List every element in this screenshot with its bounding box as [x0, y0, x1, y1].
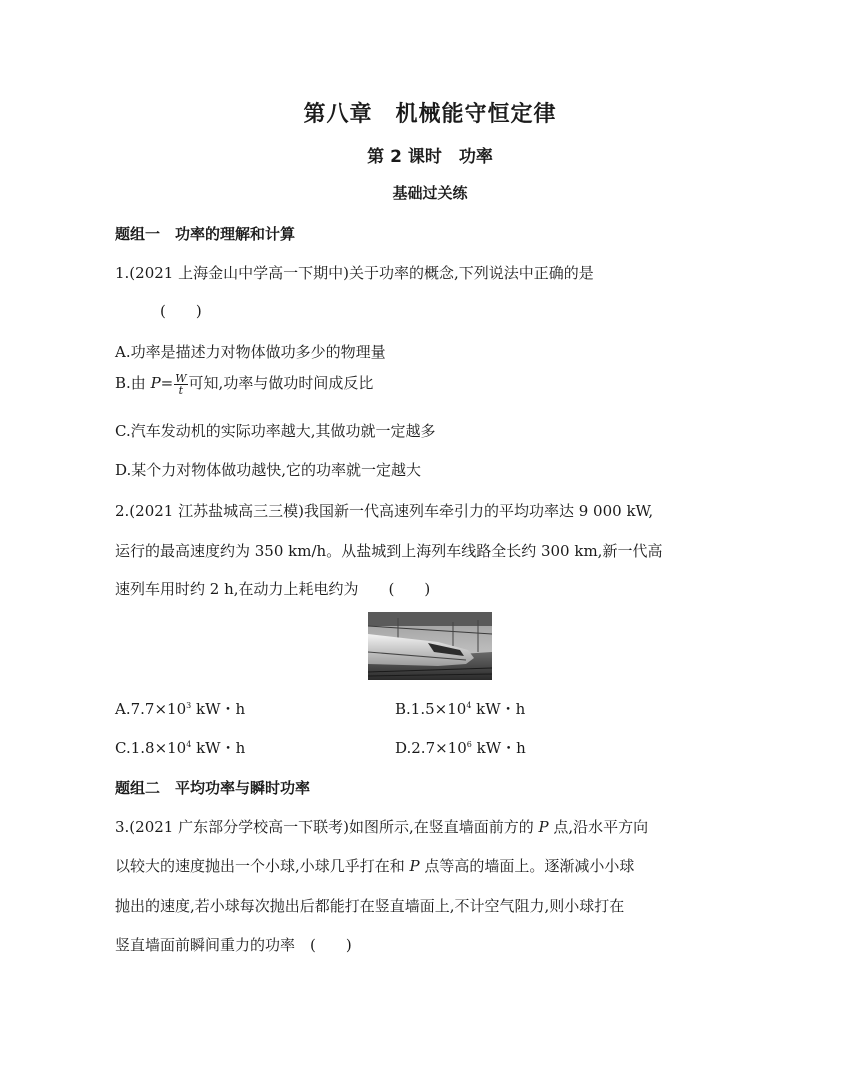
q3-line4: 竖直墙面前瞬间重力的功率 ( )	[115, 936, 352, 954]
q1-answer-paren: ( )	[160, 302, 202, 320]
q3-line2-post: 点等高的墙面上。逐渐减小小球	[419, 857, 635, 875]
q2-option-d-exponent: 6	[466, 740, 472, 749]
q2-option-d-unit: kW・h	[471, 739, 526, 757]
q1-option-b-var: P	[150, 374, 161, 392]
group1-heading: 题组一 功率的理解和计算	[115, 225, 296, 243]
group2-heading: 题组二 平均功率与瞬时功率	[115, 779, 311, 797]
section-label: 基础过关练	[392, 184, 468, 202]
q1-stem: 1.(2021 上海金山中学高一下期中)关于功率的概念,下列说法中正确的是	[115, 264, 594, 282]
q3-line1-pre: 3.(2021 广东部分学校高一下联考)如图所示,在竖直墙面前方的	[115, 818, 539, 836]
q2-line1: 2.(2021 江苏盐城高三三模)我国新一代高速列车牵引力的平均功率达 9 000 kW,	[115, 502, 654, 520]
q2-option-a-unit: kW・h	[191, 700, 246, 718]
q2-option-b-base: B.1.5×10	[395, 700, 467, 718]
q3-line3: 抛出的速度,若小球每次抛出后都能打在竖直墙面上,不计空气阻力,则小球打在	[115, 897, 625, 915]
q1-option-c: C.汽车发动机的实际功率越大,其做功就一定越多	[115, 422, 436, 440]
lesson-subtitle: 第 2 课时 功率	[367, 147, 493, 167]
q1-fraction-numerator: W	[175, 371, 187, 385]
q1-fraction-denominator: t	[178, 383, 184, 397]
q3-line1-var: P	[538, 818, 549, 836]
q2-option-c-exponent: 4	[186, 740, 192, 749]
q1-option-b	[115, 372, 373, 396]
q2-option-a	[115, 698, 245, 719]
train-illustration	[368, 612, 492, 680]
q2-line3: 速列车用时约 2 h,在动力上耗电约为 ( )	[115, 580, 431, 598]
q2-option-b-unit: kW・h	[471, 700, 526, 718]
q2-option-d-base: D.2.7×10	[395, 739, 467, 757]
q3-line1-post: 点,沿水平方向	[548, 818, 649, 836]
q1-option-b-eq: =	[160, 374, 174, 392]
q2-line2: 运行的最高速度约为 350 km/h。从盐城到上海列车线路全长约 300 km,新一代高	[115, 542, 663, 560]
q2-option-c-unit: kW・h	[191, 739, 246, 757]
q2-option-c	[115, 737, 245, 758]
q2-option-b-exponent: 4	[466, 701, 472, 710]
q3-line1	[115, 816, 648, 837]
q1-option-b-fraction	[174, 373, 187, 396]
q2-option-d	[395, 737, 526, 758]
q2-option-a-base: A.7.7×10	[115, 700, 187, 718]
q1-option-b-prefix: B.由	[115, 374, 151, 392]
q2-option-c-base: C.1.8×10	[115, 739, 187, 757]
q2-option-a-exponent: 3	[186, 701, 192, 710]
q1-option-b-suffix: 可知,功率与做功时间成反比	[188, 374, 374, 392]
q3-line2-pre: 以较大的速度抛出一个小球,小球几乎打在和	[115, 857, 410, 875]
q2-option-b	[395, 698, 525, 719]
q3-line2-var: P	[409, 857, 420, 875]
chapter-title: 第八章 机械能守恒定律	[303, 102, 557, 127]
q1-option-d: D.某个力对物体做功越快,它的功率就一定越大	[115, 461, 422, 479]
q1-option-a: A.功率是描述力对物体做功多少的物理量	[115, 343, 386, 361]
q3-line2	[115, 855, 634, 876]
high-speed-train-image	[368, 612, 492, 680]
